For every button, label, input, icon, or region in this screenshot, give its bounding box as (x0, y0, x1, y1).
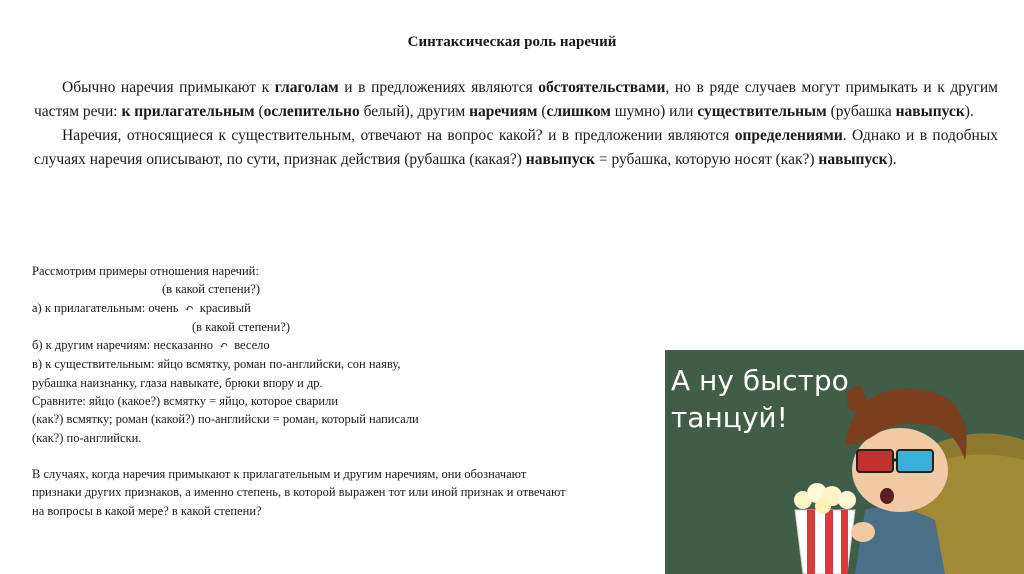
question-label: (в какой степени?) (192, 319, 291, 334)
text-run: и в предложениях являются (338, 79, 539, 96)
bold-term: навыпуск (818, 151, 888, 168)
question-label: (в какой степени?) (162, 282, 261, 297)
bold-term: обстоятельствами (538, 79, 666, 96)
bold-term: наречиям (469, 103, 538, 120)
text-run: ). (964, 103, 974, 120)
example-text: а) к прилагательным: очень (32, 300, 179, 315)
slide-title: Синтаксическая роль наречий (407, 34, 617, 50)
compare-line: (как?) всмятку; роман (какой?) по-английски = роман, который написали (32, 412, 419, 427)
text-run: ( (254, 103, 264, 120)
text-run: шумно) или (610, 103, 698, 120)
bold-term: слишком (546, 103, 611, 120)
paragraph-1 (34, 76, 998, 124)
text-run: . Однако и в подобных случаях наречия описывают, по сути, признак действия (рубашка (какая?) (34, 127, 998, 168)
example-noun-cont: рубашка наизнанку, глаза навыкате, брюки впору и др. (32, 375, 323, 390)
compare-line: Сравните: яйцо (какое?) всмятку = яйцо, которое сварили (32, 394, 339, 409)
text-run: = рубашка, которую носят (как?) (594, 151, 819, 168)
bold-term: определениями (734, 127, 843, 144)
paragraph-2 (34, 124, 998, 172)
text-run: (рубашка (826, 103, 896, 120)
conclusion-paragraph: В случаях, когда наречия примыкают к прилагательным и другим наречиям, они обозначают признаки других признаков, а именно степень, в которой выражен тот или иной признак и отвечают на вопросы в какой мере? в какой степени? (32, 466, 566, 518)
meme-caption-line: танцуй! (671, 401, 788, 434)
main-text (34, 76, 998, 172)
text-run: ( (537, 103, 547, 120)
bold-term: ослепительно (263, 103, 360, 120)
example-adverb (32, 336, 592, 355)
example-text: б) к другим наречиям: несказанно (32, 338, 213, 353)
bold-term: существительным (697, 103, 827, 120)
bold-term: навыпуск (895, 103, 965, 120)
compare-line: (как?) по-английски. (32, 430, 142, 445)
curved-arrow-icon: ↶ (219, 340, 229, 353)
meme-picture (665, 350, 1024, 574)
example-adjective (32, 299, 592, 318)
curved-arrow-icon: ↶ (184, 302, 194, 315)
examples-intro: Рассмотрим примеры отношения наречий: (32, 264, 259, 278)
cartoon-character-illustration (665, 350, 1024, 574)
example-noun: в) к существительным: яйцо всмятку, роман по-английски, сон наяву, (32, 357, 401, 372)
text-run: белый), другим (359, 103, 470, 120)
text-run: ). (887, 151, 897, 168)
text-run: Обычно наречия примыкают к (62, 79, 275, 96)
bold-term: глаголам (274, 79, 339, 96)
example-text: красивый (199, 300, 251, 315)
bold-term: навыпуск (525, 151, 595, 168)
text-run: , но в ряде случаев могут примыкать и к другим частям речи: (34, 79, 998, 120)
meme-caption-line: А ну быстро (671, 364, 849, 397)
examples-block (32, 262, 592, 520)
text-run: Наречия, относящиеся к существительным, отвечают на вопрос какой? и в предложении являются (62, 127, 735, 144)
example-text: весело (234, 338, 270, 353)
bold-term: к прилагательным (121, 103, 255, 120)
